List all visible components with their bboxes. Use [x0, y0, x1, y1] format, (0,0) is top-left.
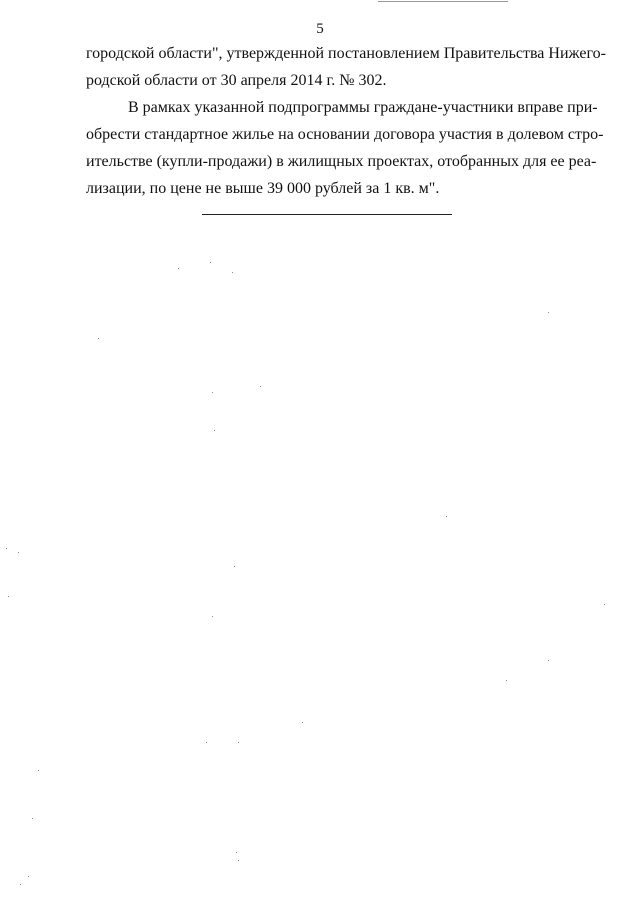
scan-speck: [236, 852, 237, 853]
text-line: ительстве (купли-продажи) в жилищных проектах, отобранных для ее реа-: [86, 153, 597, 170]
scan-speck: [238, 742, 239, 743]
scan-speck: [18, 552, 19, 553]
scan-speck: [446, 516, 447, 517]
scan-speck: [28, 876, 29, 877]
text-line: обрести стандартное жилье на основании договора участия в долевом стро-: [86, 126, 604, 143]
text-line: В рамках указанной подпрограммы граждане-участники вправе при-: [128, 99, 598, 116]
scan-speck: [238, 860, 239, 861]
scan-speck: [8, 596, 9, 597]
page-number: 5: [316, 21, 324, 37]
scan-speck: [98, 338, 99, 339]
scan-speck: [260, 386, 261, 387]
end-of-text-rule: [202, 214, 452, 215]
scan-speck: [212, 392, 213, 393]
scan-speck: [232, 272, 233, 273]
scan-speck: [548, 660, 549, 661]
scan-speck: [214, 430, 215, 431]
text-line: городской области", утвержденной постановлением Правительства Нижего-: [86, 45, 606, 62]
scan-speck: [210, 262, 211, 263]
scan-speck: [234, 566, 235, 567]
scan-speck: [548, 312, 549, 313]
text-line: лизации, по цене не выше 39 000 рублей за 1 кв. м".: [86, 180, 440, 197]
scan-artifact-line: [378, 1, 508, 2]
scan-speck: [32, 818, 33, 819]
scan-speck: [20, 884, 21, 885]
scan-speck: [178, 268, 179, 269]
scan-speck: [302, 722, 303, 723]
scan-speck: [506, 680, 507, 681]
text-line: родской области от 30 апреля 2014 г. № 302.: [86, 72, 387, 89]
scan-speck: [38, 770, 39, 771]
scan-speck: [206, 742, 207, 743]
scan-speck: [604, 604, 605, 605]
scan-speck: [212, 616, 213, 617]
scan-speck: [6, 548, 7, 549]
body-text: [86, 40, 606, 202]
